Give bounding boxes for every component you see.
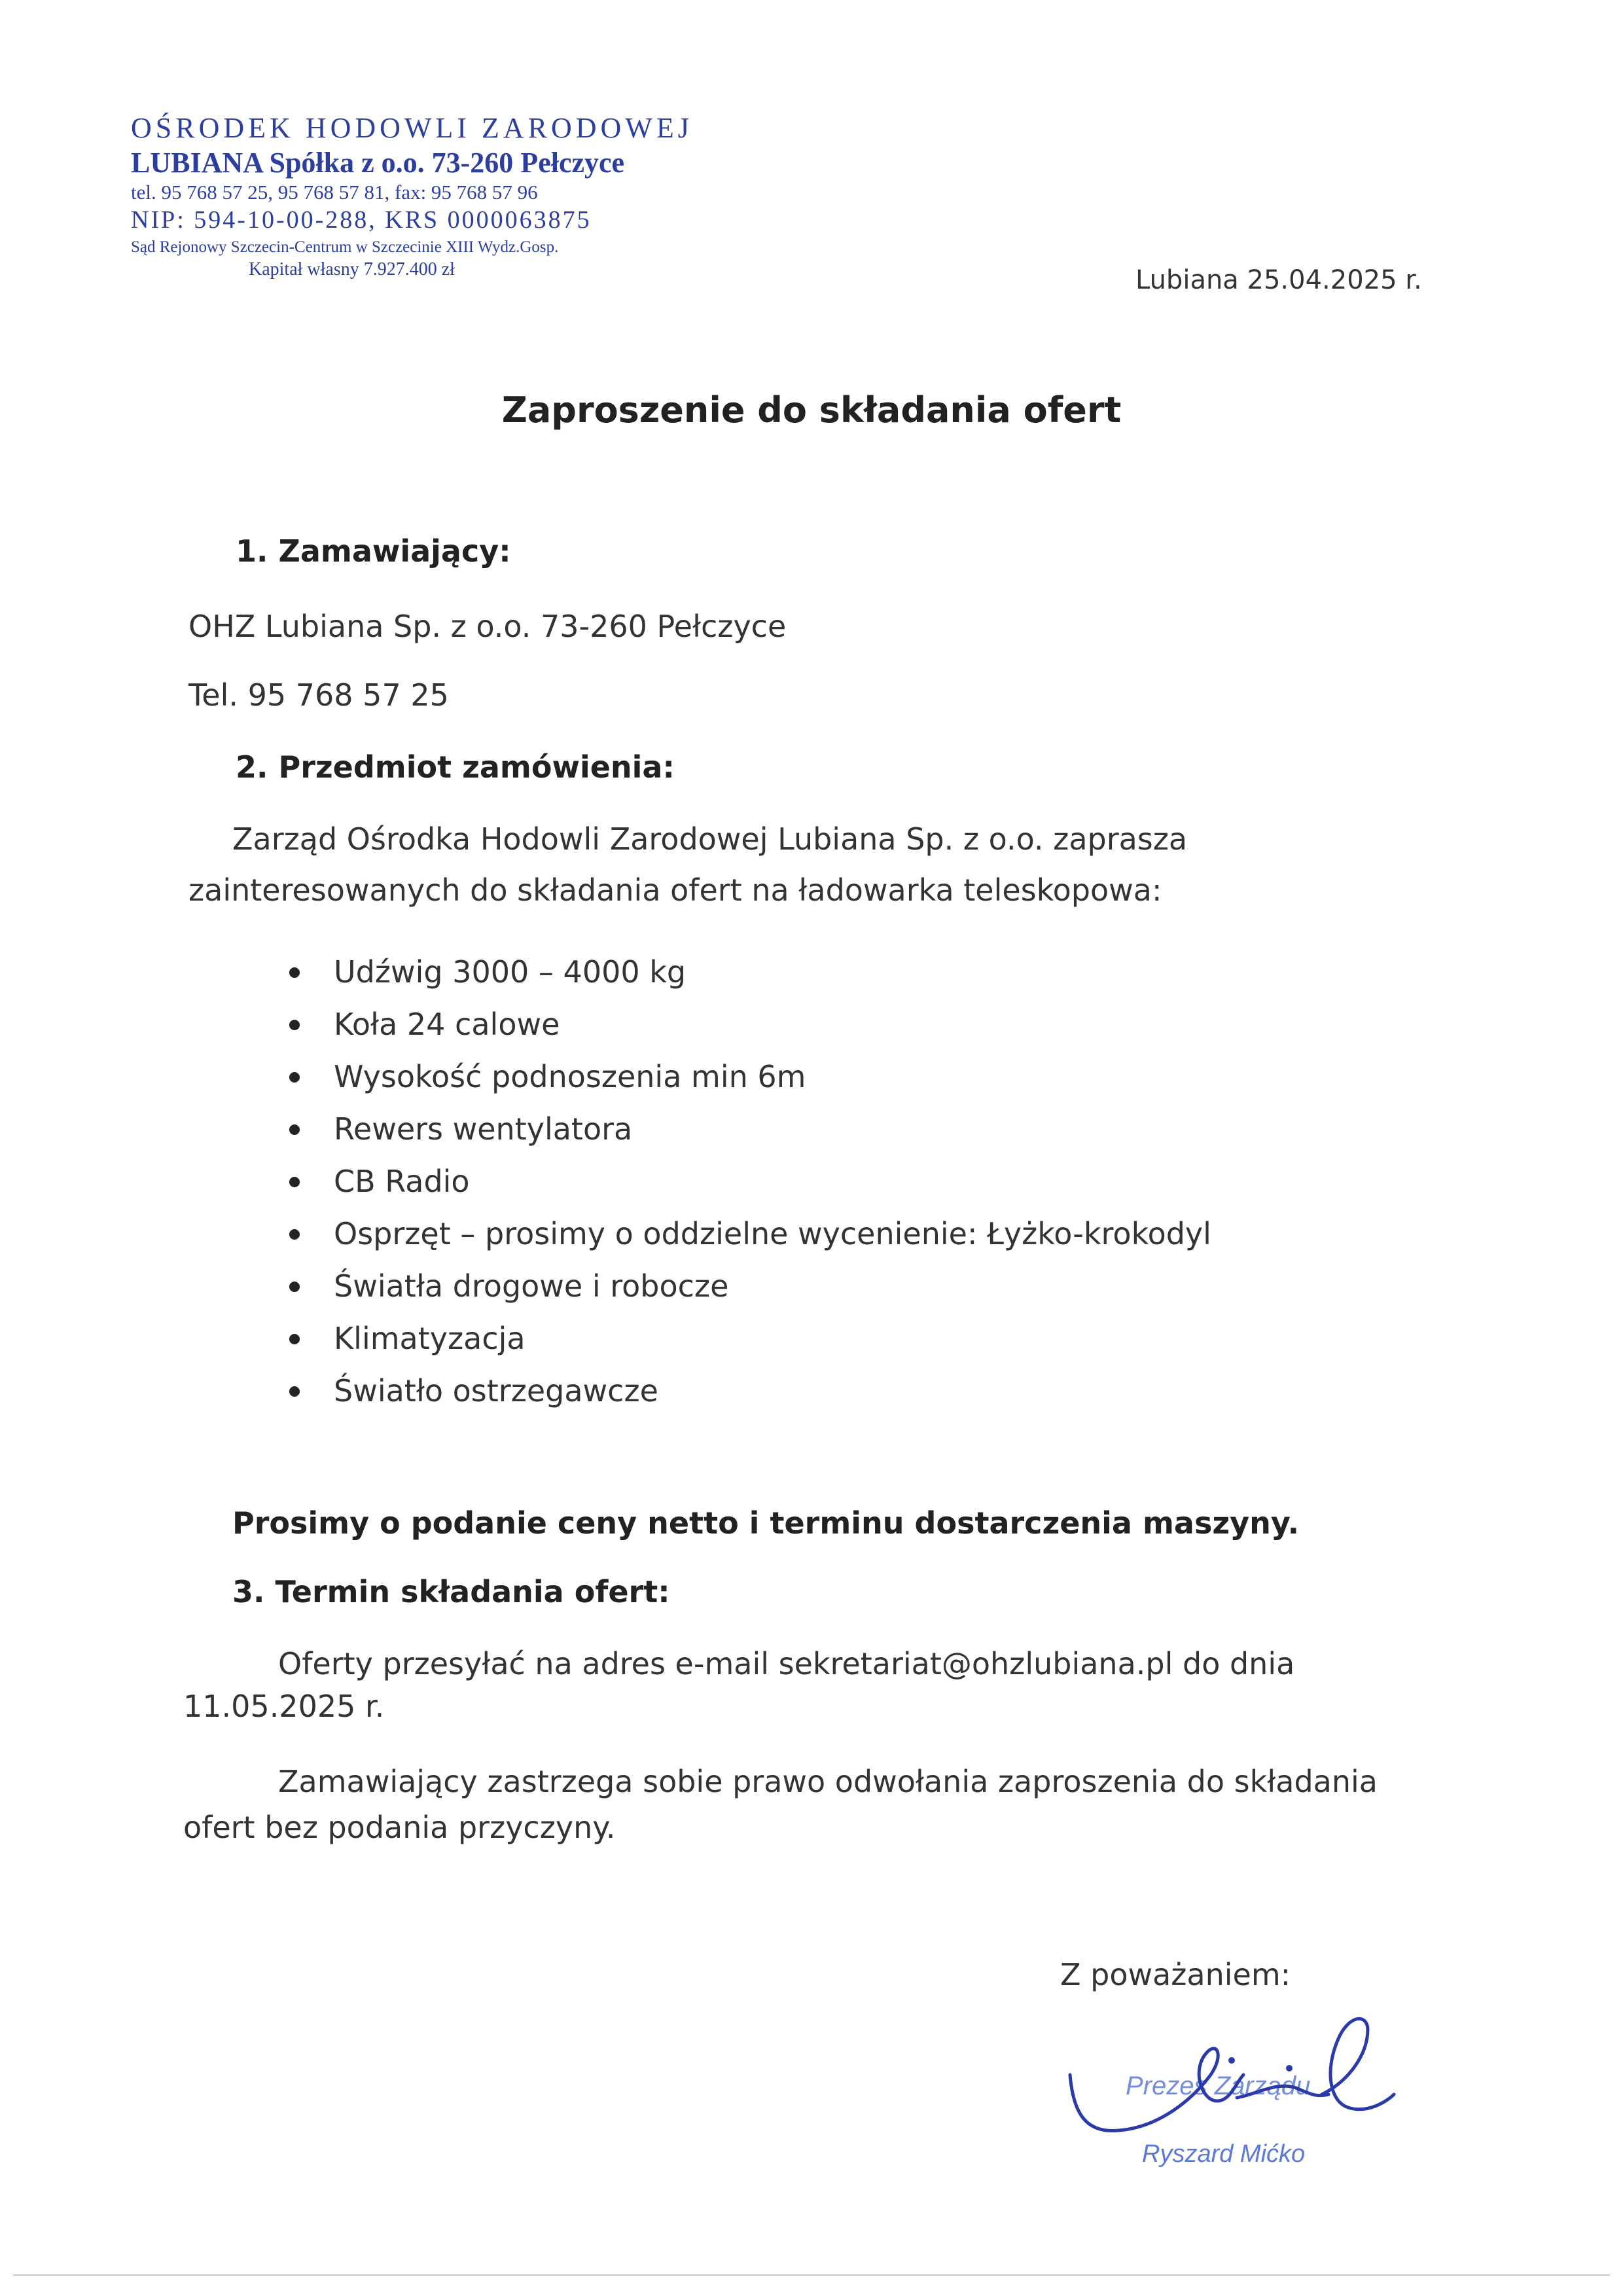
list-item: Udźwig 3000 – 4000 kg	[281, 946, 1211, 998]
signature-role: Prezes Zarządu	[1126, 2072, 1311, 2100]
list-item: CB Radio	[281, 1155, 1211, 1208]
bullet-icon	[289, 1282, 300, 1292]
scan-edge-line	[13, 2274, 1610, 2276]
stamp-company-legal: LUBIANA Spółka z o.o. 73-260 Pełczyce	[131, 147, 625, 179]
stamp-capital: Kapitał własny 7.927.400 zł	[249, 259, 455, 279]
bullet-icon	[289, 1334, 300, 1344]
section2-paragraph-line2: zainteresowanych do składania ofert na ładowarka teleskopowa:	[188, 872, 1162, 908]
bullet-icon	[289, 1177, 300, 1187]
stamp-court: Sąd Rejonowy Szczecin-Centrum w Szczecinie XIII Wydz.Gosp.	[131, 238, 559, 256]
list-item: Klimatyzacja	[281, 1312, 1211, 1365]
section3-paragraph1-line2: 11.05.2025 r.	[183, 1689, 385, 1724]
request-statement: Prosimy o podanie ceny netto i terminu dostarczenia maszyny.	[232, 1505, 1300, 1541]
stamp-company-name: OŚRODEK HODOWLI ZARODOWEJ	[131, 112, 693, 144]
bullet-icon	[289, 967, 300, 978]
list-item: Wysokość podnoszenia min 6m	[281, 1050, 1211, 1103]
document-date: Lubiana 25.04.2025 r.	[1135, 265, 1422, 295]
section1-address: OHZ Lubiana Sp. z o.o. 73-260 Pełczyce	[188, 609, 787, 644]
company-stamp	[131, 111, 693, 280]
list-item: Światła drogowe i robocze	[281, 1260, 1211, 1312]
section2-heading: 2. Przedmiot zamówienia:	[236, 749, 675, 785]
bullet-icon	[289, 1386, 300, 1397]
bullet-icon	[289, 1229, 300, 1240]
list-item: Osprzęt – prosimy o oddzielne wycenienie: Łyżko-krokodyl	[281, 1208, 1211, 1260]
bullet-icon	[289, 1124, 300, 1135]
signature-scribble	[1060, 2003, 1400, 2199]
section3-paragraph2-line2: ofert bez podania przyczyny.	[183, 1810, 616, 1845]
stamp-nip-krs: NIP: 594-10-00-288, KRS 0000063875	[131, 206, 592, 234]
bullet-icon	[289, 1020, 300, 1030]
section1-phone: Tel. 95 768 57 25	[188, 677, 449, 713]
stamp-phones: tel. 95 768 57 25, 95 768 57 81, fax: 95 768 57 96	[131, 181, 538, 204]
section3-paragraph2-line1: Zamawiający zastrzega sobie prawo odwołania zaproszenia do składania	[278, 1764, 1378, 1799]
section3-paragraph1-line1: Oferty przesyłać na adres e-mail sekretariat@ohzlubiana.pl do dnia	[278, 1646, 1295, 1681]
section1-heading: 1. Zamawiający:	[236, 533, 511, 569]
list-item: Światło ostrzegawcze	[281, 1365, 1211, 1417]
specification-list	[281, 946, 1211, 1417]
list-item: Rewers wentylatora	[281, 1103, 1211, 1155]
section3-heading: 3. Termin składania ofert:	[232, 1574, 670, 1609]
section2-paragraph-line1: Zarząd Ośrodka Hodowli Zarodowej Lubiana Sp. z o.o. zaprasza	[232, 821, 1188, 857]
closing-text: Z poważaniem:	[1060, 1957, 1291, 1992]
document-title: Zaproszenie do składania ofert	[501, 389, 1122, 431]
list-item: Koła 24 calowe	[281, 998, 1211, 1050]
bullet-icon	[289, 1072, 300, 1083]
signature-name: Ryszard Mićko	[1142, 2140, 1306, 2168]
